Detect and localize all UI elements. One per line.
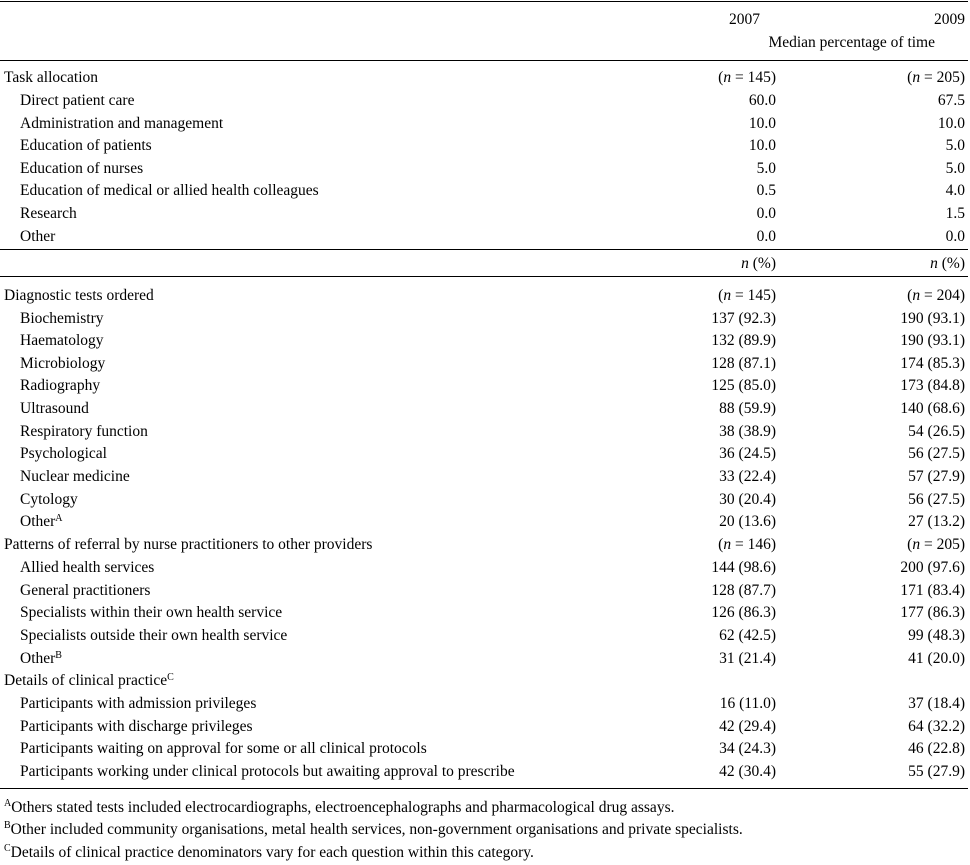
table-row xyxy=(0,580,968,602)
row-label: Biochemistry xyxy=(20,310,104,327)
n-percent-2009: n (%) xyxy=(930,255,965,272)
table-row xyxy=(0,308,968,330)
header-years-row xyxy=(0,9,968,31)
value-2007: 42 (29.4) xyxy=(719,718,776,735)
footnote-marker: A xyxy=(4,798,12,809)
value-2007: 60.0 xyxy=(748,92,776,109)
footnote-c: $^C$Details of clinical practice denominators vary for each question within this category. xyxy=(4,843,534,861)
table-row xyxy=(0,625,968,647)
value-2007: 0.5 xyxy=(756,182,776,199)
value-2007: 62 (42.5) xyxy=(719,627,776,644)
value-2009: 67.5 xyxy=(937,92,965,109)
row-label: Research xyxy=(20,205,77,222)
section-header-referral xyxy=(0,534,968,556)
n-2007: (n = 146) xyxy=(718,536,776,553)
footnote-marker: C xyxy=(4,843,11,854)
value-2009: 64 (32.2) xyxy=(908,718,965,735)
value-2009: 5.0 xyxy=(945,160,965,177)
top-rule xyxy=(0,1,968,2)
n-2007: (n = 145) xyxy=(718,69,776,86)
value-2007: 20 (13.6) xyxy=(719,513,776,530)
value-2007: 88 (59.9) xyxy=(719,400,776,417)
table-row xyxy=(0,738,968,760)
value-2007: 128 (87.1) xyxy=(711,355,776,372)
value-2007: 10.0 xyxy=(748,137,776,154)
table-row xyxy=(0,602,968,624)
value-2007: 31 (21.4) xyxy=(719,650,776,667)
year-2007-header: 2007 xyxy=(729,11,760,28)
footnote-marker: A xyxy=(55,513,63,524)
table-row xyxy=(0,511,968,533)
value-2007: 132 (89.9) xyxy=(711,332,776,349)
row-label: Allied health services xyxy=(20,559,155,576)
table-row xyxy=(0,135,968,157)
value-2007: 42 (30.4) xyxy=(719,763,776,780)
section-header-clinical-practice xyxy=(0,670,968,692)
row-label: Participants with admission privileges xyxy=(20,695,257,712)
row-label: Participants working under clinical protocols but awaiting approval to prescribe xyxy=(20,763,515,780)
table-row xyxy=(0,761,968,783)
row-label: Education of nurses xyxy=(20,160,144,177)
value-2007: 30 (20.4) xyxy=(719,491,776,508)
row-label: Ultrasound xyxy=(20,400,89,417)
value-2009: 171 (83.4) xyxy=(900,582,965,599)
row-label: General practitioners xyxy=(20,582,151,599)
row-label: Other xyxy=(20,228,56,245)
row-label: Specialists outside their own health service xyxy=(20,627,288,644)
value-2007: 128 (87.7) xyxy=(711,582,776,599)
value-2007: 0.0 xyxy=(756,205,776,222)
bottom-rule xyxy=(0,788,968,789)
value-2007: 38 (38.9) xyxy=(719,423,776,440)
row-label: Other$^A$ xyxy=(20,513,63,530)
table-row xyxy=(0,90,968,112)
row-label: Nuclear medicine xyxy=(20,468,130,485)
value-2009: 190 (93.1) xyxy=(900,332,965,349)
row-label: Education of medical or allied health colleagues xyxy=(20,182,319,199)
value-2009: 10.0 xyxy=(937,115,965,132)
value-2009: 140 (68.6) xyxy=(900,400,965,417)
row-label: Administration and management xyxy=(20,115,224,132)
table-row xyxy=(0,158,968,180)
value-2007: 10.0 xyxy=(748,115,776,132)
row-label: Haematology xyxy=(20,332,104,349)
section-label: Diagnostic tests ordered xyxy=(4,287,154,304)
section-header-task-allocation xyxy=(0,67,968,89)
value-2009: 4.0 xyxy=(945,182,965,199)
year-2009-header: 2009 xyxy=(934,11,965,28)
table-row xyxy=(0,489,968,511)
value-2009: 5.0 xyxy=(945,137,965,154)
value-2007: 0.0 xyxy=(756,228,776,245)
value-2009: 56 (27.5) xyxy=(908,491,965,508)
value-2009: 56 (27.5) xyxy=(908,445,965,462)
table-row xyxy=(0,330,968,352)
value-2007: 33 (22.4) xyxy=(719,468,776,485)
value-2009: 1.5 xyxy=(945,205,965,222)
value-2009: 200 (97.6) xyxy=(900,559,965,576)
value-2007: 36 (24.5) xyxy=(719,445,776,462)
value-2009: 174 (85.3) xyxy=(900,355,965,372)
value-2009: 99 (48.3) xyxy=(908,627,965,644)
table-row xyxy=(0,180,968,202)
row-label: Other$^B$ xyxy=(20,650,62,667)
n-percent-header-row xyxy=(0,253,968,275)
row-label: Cytology xyxy=(20,491,78,508)
n-percent-2007: n (%) xyxy=(741,255,776,272)
n-2007: (n = 145) xyxy=(718,287,776,304)
row-label: Radiography xyxy=(20,377,101,394)
table-row xyxy=(0,353,968,375)
table-row xyxy=(0,226,968,248)
n-2009: (n = 205) xyxy=(907,536,965,553)
footnote-marker: C xyxy=(167,672,174,683)
table-row xyxy=(0,466,968,488)
table-row xyxy=(0,375,968,397)
row-label: Participants waiting on approval for some or all clinical protocols xyxy=(20,740,427,757)
footnote-a: $^A$Others stated tests included electrocardiographs, electroencephalographs and pharmacological drug assays. xyxy=(4,798,675,816)
table-row xyxy=(0,443,968,465)
section-rule xyxy=(0,249,968,250)
row-label: Microbiology xyxy=(20,355,106,372)
table-row xyxy=(0,716,968,738)
row-label: Psychological xyxy=(20,445,107,462)
value-2009: 41 (20.0) xyxy=(908,650,965,667)
median-percentage-header: Median percentage of time xyxy=(768,34,935,51)
value-2007: 5.0 xyxy=(756,160,776,177)
n-2009: (n = 204) xyxy=(907,287,965,304)
value-2007: 144 (98.6) xyxy=(711,559,776,576)
value-2007: 34 (24.3) xyxy=(719,740,776,757)
value-2009: 55 (27.9) xyxy=(908,763,965,780)
table-row xyxy=(0,113,968,135)
section-rule xyxy=(0,276,968,277)
footnote-marker: B xyxy=(55,650,62,661)
row-label: Direct patient care xyxy=(20,92,135,109)
footnote-marker: B xyxy=(4,820,11,831)
value-2009: 57 (27.9) xyxy=(908,468,965,485)
table-row xyxy=(0,203,968,225)
table-row xyxy=(0,557,968,579)
value-2009: 54 (26.5) xyxy=(908,423,965,440)
value-2009: 37 (18.4) xyxy=(908,695,965,712)
header-subtitle-row xyxy=(0,32,968,54)
value-2009: 190 (93.1) xyxy=(900,310,965,327)
table-row xyxy=(0,421,968,443)
table-row xyxy=(0,693,968,715)
row-label: Participants with discharge privileges xyxy=(20,718,253,735)
value-2007: 137 (92.3) xyxy=(711,310,776,327)
row-label: Education of patients xyxy=(20,137,152,154)
table-row xyxy=(0,648,968,670)
value-2009: 46 (22.8) xyxy=(908,740,965,757)
footnote-b: $^B$Other included community organisations, metal health services, non-government organisations and private specialists. xyxy=(4,820,743,838)
table-row xyxy=(0,398,968,420)
value-2007: 125 (85.0) xyxy=(711,377,776,394)
value-2009: 177 (86.3) xyxy=(900,604,965,621)
value-2007: 16 (11.0) xyxy=(719,695,776,712)
section-label: Patterns of referral by nurse practitioners to other providers xyxy=(4,536,373,553)
value-2009: 27 (13.2) xyxy=(908,513,965,530)
n-2009: (n = 205) xyxy=(907,69,965,86)
value-2009: 0.0 xyxy=(945,228,965,245)
section-header-diagnostic-tests xyxy=(0,285,968,307)
row-label: Specialists within their own health service xyxy=(20,604,283,621)
section-label: Details of clinical practice$^C$ xyxy=(4,672,174,689)
header-rule xyxy=(0,60,968,61)
value-2009: 173 (84.8) xyxy=(900,377,965,394)
section-label: Task allocation xyxy=(4,69,99,86)
value-2007: 126 (86.3) xyxy=(711,604,776,621)
row-label: Respiratory function xyxy=(20,423,148,440)
